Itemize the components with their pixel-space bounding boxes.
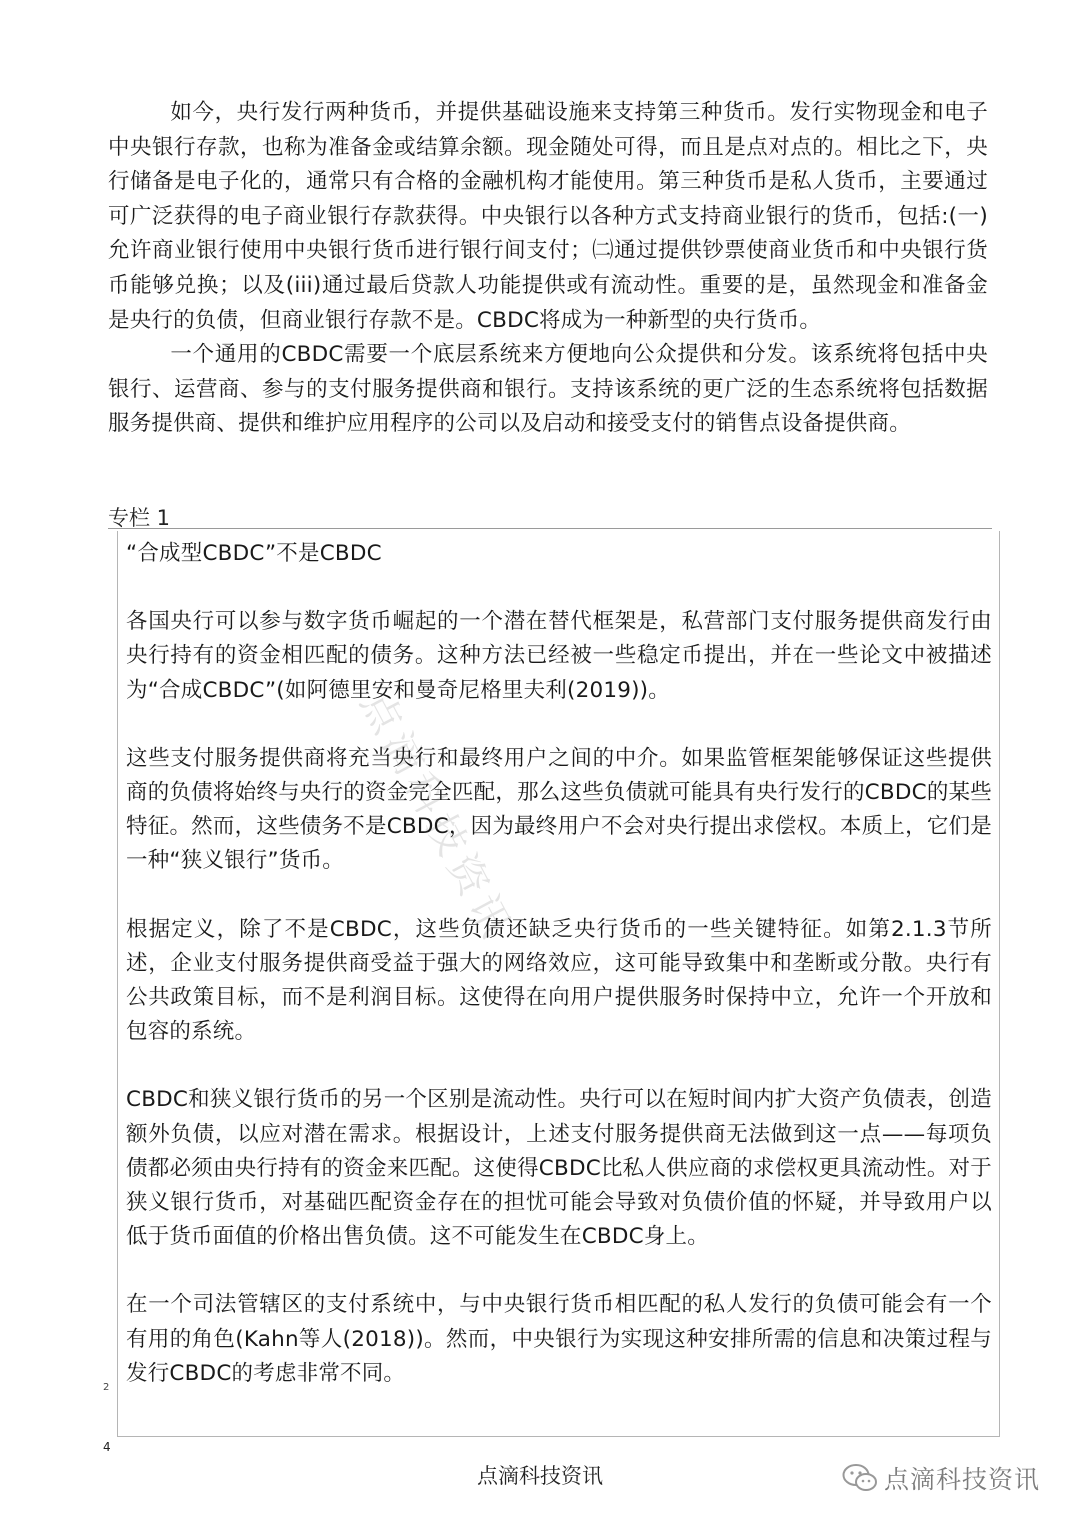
- footnote-mark: 2: [103, 1382, 110, 1393]
- wechat-account-name: 点滴科技资讯: [884, 1465, 1041, 1494]
- box-title: “合成型CBDC”不是CBDC: [126, 541, 382, 566]
- box-top-rule: [108, 528, 992, 529]
- box-paragraph-1: 各国央行可以参与数字货币崛起的一个潜在替代框架是，私营部门支付服务提供商发行由央行持有的资金相匹配的债务。这种方法已经被一些稳定币提出，并在一些论文中被描述为“合成CBDC”(如阿德里安和曼奇尼格里夫利(2019))。: [126, 609, 992, 703]
- box-paragraph-4: CBDC和狭义银行货币的另一个区别是流动性。央行可以在短时间内扩大资产负债表，创造额外负债，以应对潜在需求。根据设计，上述支付服务提供商无法做到这一点——每项负债都必须由央行持有的资金来匹配。这使得CBDC比私人供应商的求偿权更具流动性。对于狭义银行货币，对基础匹配资金存在的担忧可能会导致对负债价值的怀疑，并导致用户以低于货币面值的价格出售负债。这不可能发生在CBDC身上。: [126, 1087, 992, 1250]
- footer-source: 点滴科技资讯: [477, 1464, 603, 1488]
- wechat-watermark: [842, 1460, 1040, 1496]
- box-paragraph-5: 在一个司法管辖区的支付系统中，与中央银行货币相匹配的私人发行的负债可能会有一个有用的角色(Kahn等人(2018))。然而，中央银行为实现这种安排所需的信息和决策过程与发行CBDC的考虑非常不同。: [126, 1292, 992, 1386]
- main-body: [108, 96, 988, 442]
- main-paragraph-1: 如今，央行发行两种货币，并提供基础设施来支持第三种货币。发行实物现金和电子中央银行存款，也称为准备金或结算余额。现金随处可得，而且是点对点的。相比之下，央行储备是电子化的，通常只有合格的金融机构才能使用。第三种货币是私人货币，主要通过可广泛获得的电子商业银行存款获得。中央银行以各种方式支持商业银行的货币，包括:(一)允许商业银行使用中央银行货币进行银行间支付；㈡通过提供钞票使商业货币和中央银行货币能够兑换；以及(iii)通过最后贷款人功能提供或有流动性。重要的是，虽然现金和准备金是央行的负债，但商业银行存款不是。CBDC将成为一种新型的央行货币。: [108, 100, 988, 333]
- watermark: 点滴科技资讯: [351, 684, 522, 950]
- box-paragraph-2: 这些支付服务提供商将充当央行和最终用户之间的中介。如果监管框架能够保证这些提供商的负债将始终与央行的资金完全匹配，那么这些负债就可能具有央行发行的CBDC的某些特征。然而，这些债务不是CBDC，因为最终用户不会对央行提出求偿权。本质上，它们是一种“狭义银行”货币。: [126, 745, 992, 874]
- box-label: 专栏 1: [108, 506, 171, 530]
- wechat-icon: [842, 1463, 878, 1493]
- page-number: 4: [103, 1440, 111, 1454]
- main-paragraph-2: 一个通用的CBDC需要一个底层系统来方便地向公众提供和分发。该系统将包括中央银行、运营商、参与的支付服务提供商和银行。支持该系统的更广泛的生态系统将包括数据服务提供商、提供和维护应用程序的公司以及启动和接受支付的销售点设备提供商。: [108, 342, 988, 437]
- box-paragraph-3: 根据定义，除了不是CBDC，这些负债还缺乏央行货币的一些关键特征。如第2.1.3节所述，企业支付服务提供商受益于强大的网络效应，这可能导致集中和垄断或分散。央行有公共政策目标，而不是利润目标。这使得在向用户提供服务时保持中立，允许一个开放和包容的系统。: [126, 916, 992, 1045]
- box-content: [126, 537, 992, 1425]
